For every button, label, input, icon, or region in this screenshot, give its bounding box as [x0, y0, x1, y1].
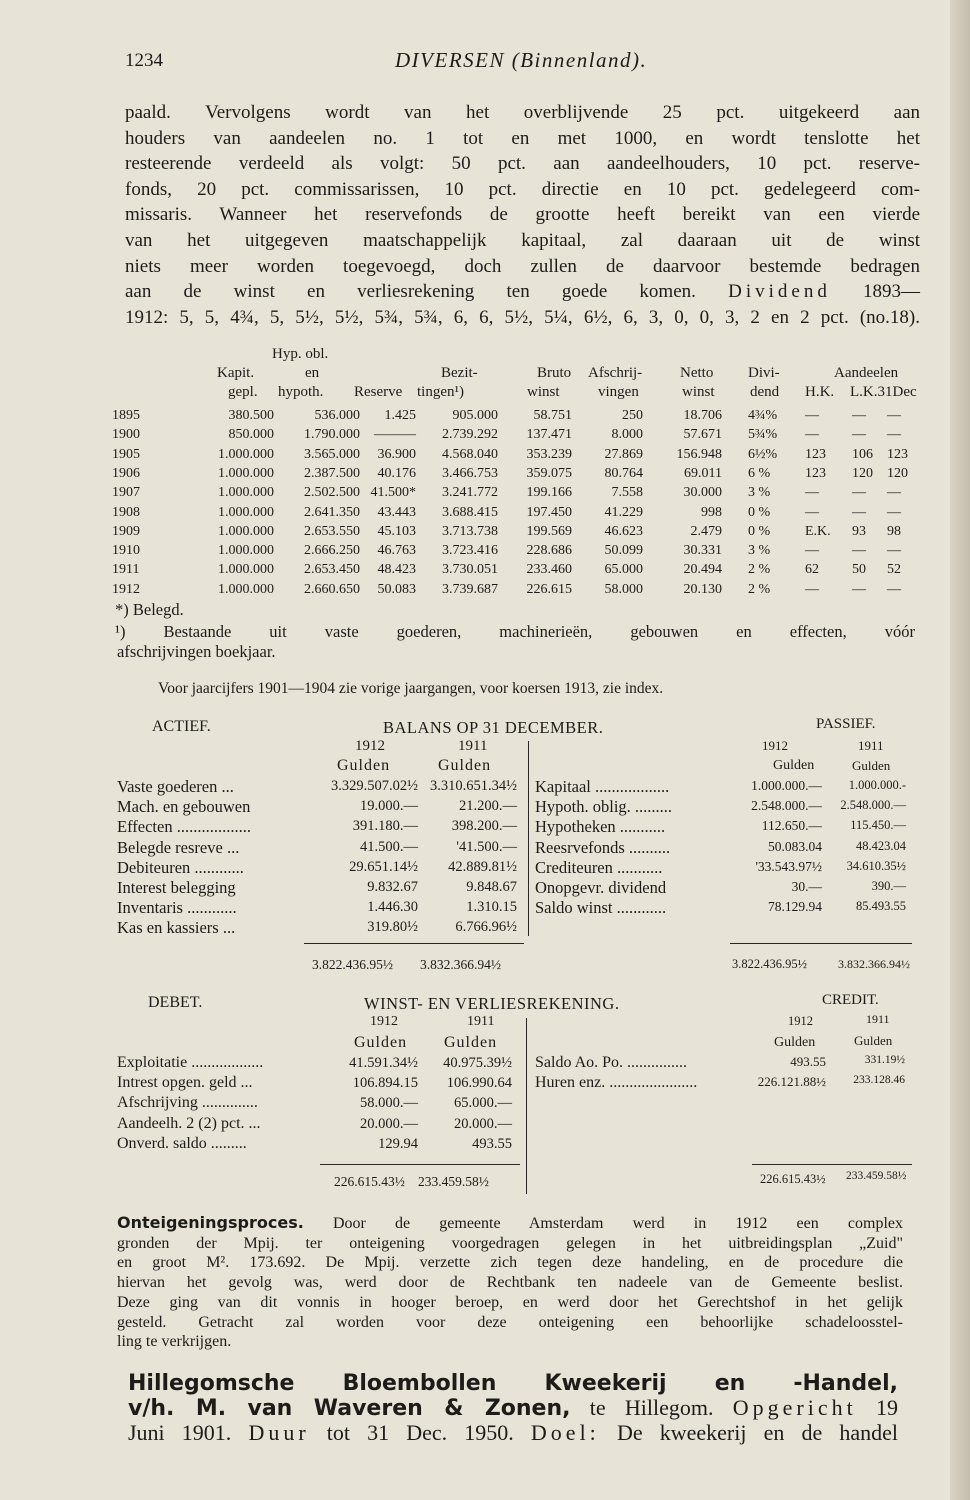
table-cell: 1907: [112, 485, 140, 501]
amount: 42.889.81½: [448, 858, 517, 875]
table-cell: 5¾%: [748, 427, 778, 443]
text-line: van het uitgegeven maatschappelijk kapitaal, zal daaraan uit de winst: [125, 229, 920, 251]
table-cell: 3.739.687: [442, 581, 498, 597]
credit-total-1912: 226.615.43½: [760, 1172, 826, 1186]
table-cell: 1.000.000: [218, 562, 274, 578]
table-cell: 4.568.040: [442, 446, 498, 462]
text-line: resteerende verdeeld als volgt: 50 pct. aan aandeelhouders, 10 pct. reserve-: [125, 153, 920, 175]
table-cell: 46.623: [604, 523, 643, 539]
dividend-line: 1912: 5, 5, 4¾, 5, 5½, 5½, 5¾, 5¾, 6, 6, 5½, 5¼, 6½, 6, 3, 0, 0, 3, 2 en 2 pct. (no.18).: [125, 306, 920, 328]
table-cell: 3.713.738: [442, 523, 498, 539]
account-label: Interest belegging: [117, 878, 236, 897]
table-cell: 50.083: [377, 581, 416, 597]
table-row: [112, 466, 922, 485]
table-cell: 199.569: [526, 523, 572, 539]
table-cell: 197.450: [526, 504, 572, 520]
table-cell: 1911: [112, 562, 140, 578]
table-row: [112, 408, 922, 427]
col-header: gepl.: [228, 384, 258, 400]
page-number: 1234: [125, 50, 163, 71]
table-cell: —: [852, 485, 866, 501]
table-cell: 30.000: [683, 485, 722, 501]
table-cell: 80.764: [604, 465, 643, 481]
col-header: Bruto: [537, 365, 572, 381]
table-cell: 58.751: [533, 408, 572, 423]
amount: 1.000.000.-: [848, 778, 906, 792]
passief-total-1912: 3.822.436.95½: [732, 957, 807, 971]
table-cell: 228.686: [526, 543, 572, 559]
company-entry: [128, 1372, 898, 1445]
table-cell: 106: [852, 446, 873, 462]
account-label: Kas en kassiers ...: [117, 918, 236, 938]
dividend-label: Dividend: [728, 281, 831, 303]
amount: 40.975.39½: [443, 1055, 512, 1071]
table-row: [112, 505, 922, 524]
amount: 112.650.—: [761, 818, 822, 834]
account-label: Inventaris ............: [117, 898, 237, 918]
col-header: Aandeelen: [834, 365, 899, 381]
table-cell: 3.466.753: [442, 465, 498, 481]
amount: 2.548.000.—: [751, 798, 822, 814]
footnote-1: ¹) Bestaande uit vaste goederen, machinerieën, gebouwen en effecten, vóór: [115, 622, 915, 641]
footnote-star: *) Belegd.: [115, 600, 184, 619]
table-cell: 2.641.350: [304, 504, 360, 520]
account-label: Mach. en gebouwen: [117, 797, 251, 817]
table-cell: 6½%: [748, 446, 778, 462]
actief-total-1911: 3.832.366.94½: [420, 957, 501, 972]
amount: 391.180.—: [352, 818, 418, 835]
section-heading: Onteigeningsproces.: [117, 1213, 304, 1232]
table-cell: 1905: [112, 446, 140, 462]
table-row: [112, 582, 922, 601]
onteigening-paragraph: [117, 1213, 903, 1352]
table-row: [112, 485, 922, 504]
unit-label: Gulden: [337, 757, 391, 774]
table-cell: 7.558: [611, 485, 643, 501]
table-cell: 2.666.250: [304, 543, 360, 559]
table-cell: E.K.: [805, 523, 831, 539]
table-cell: 123: [805, 446, 826, 462]
page-title: DIVERSEN (Binnenland).: [395, 48, 648, 72]
actief-total-1912: 3.822.436.95½: [312, 957, 393, 972]
amount: 9.832.67: [367, 879, 418, 895]
amount: 129.94: [378, 1135, 418, 1152]
amount: 50.083.04: [768, 838, 822, 854]
text-line: fonds, 20 pct. commissarissen, 10 pct. directie en 10 pct. gedelegeerd com-: [125, 178, 920, 200]
table-cell: 27.869: [604, 446, 643, 462]
table-cell: —: [805, 543, 819, 559]
amount: 21.200.—: [459, 798, 517, 815]
table-cell: —: [852, 581, 866, 597]
amount: 3.310.651.34½: [430, 778, 517, 794]
unit-label: Gulden: [773, 758, 815, 773]
account-label: Kapitaal ..................: [535, 777, 670, 796]
table-cell: 905.000: [452, 408, 498, 423]
col-header: L.K.31Dec: [850, 384, 917, 400]
credit-total-1911: 233.459.58½: [846, 1170, 907, 1182]
table-cell: 2.502.500: [304, 485, 360, 501]
col-header: winst: [682, 384, 715, 400]
debet-total-1912: 226.615.43½: [334, 1174, 405, 1189]
table-cell: 120: [852, 465, 873, 481]
account-label: Intrest opgen. geld ...: [117, 1074, 253, 1092]
year-label: 1911: [458, 738, 488, 754]
table-cell: 1.000.000: [218, 504, 274, 520]
col-header: dend: [750, 384, 780, 400]
amount: 41.591.34½: [349, 1055, 418, 1071]
table-cell: —: [887, 543, 901, 559]
account-label: Saldo winst ............: [535, 898, 667, 918]
table-cell: 1900: [112, 427, 140, 443]
amount: 331.19½: [864, 1054, 905, 1066]
col-header: en: [305, 365, 320, 381]
table-cell: —: [887, 427, 901, 443]
amount: 29.651.14½: [349, 858, 418, 875]
col-header: Bezit-: [441, 365, 478, 381]
total-rule: [752, 1164, 912, 1165]
unit-label: Gulden: [438, 757, 492, 774]
year-label: 1911: [858, 738, 884, 753]
table-cell: 120: [887, 465, 908, 481]
account-label: Hypotheken ...........: [535, 817, 666, 837]
text-line: v/h. M. van Waveren & Zonen, te Hillegom. Opgericht 19: [128, 1395, 899, 1421]
total-rule: [304, 943, 524, 944]
table-cell: 57.671: [683, 427, 722, 443]
table-cell: 998: [701, 504, 722, 520]
amount: 493.55: [790, 1054, 826, 1069]
table-cell: 1909: [112, 523, 140, 539]
table-row: [112, 524, 922, 543]
account-label: Exploitatie ..................: [117, 1054, 264, 1071]
unit-label: Gulden: [354, 1034, 408, 1051]
amount: 48.423.04: [856, 838, 906, 853]
table-cell: 45.103: [377, 523, 416, 539]
table-cell: 1912: [112, 581, 140, 597]
column-divider: [528, 741, 529, 936]
table-cell: 1908: [112, 504, 140, 520]
text-line: houders van aandeelen no. 1 tot en met 1000, en wordt tenslotte het: [125, 127, 920, 149]
table-cell: —: [805, 408, 819, 423]
table-cell: 65.000: [604, 562, 643, 578]
table-cell: 1.000.000: [218, 523, 274, 539]
table-cell: 233.460: [526, 562, 572, 578]
amount: 115.450.—: [850, 818, 906, 833]
col-header: H.K.: [805, 384, 835, 400]
text-line: niets meer worden toegevoegd, doch zullen de daarvoor bestemde bedragen: [125, 255, 920, 277]
amount: 226.121.88½: [757, 1074, 826, 1090]
table-cell: 1.790.000: [304, 427, 360, 443]
table-row: [112, 562, 922, 581]
table-cell: 850.000: [228, 427, 274, 443]
account-label: Onopgevr. dividend: [535, 878, 667, 897]
table-cell: —: [852, 427, 866, 443]
col-header: Divi-: [748, 365, 780, 381]
account-label: Reesrvefonds ..........: [535, 837, 671, 857]
table-cell: 359.075: [526, 465, 572, 481]
year-label: 1912: [762, 738, 788, 753]
amount: 3.329.507.02½: [331, 778, 418, 794]
table-cell: —: [805, 427, 819, 443]
amount: 390.—: [871, 879, 906, 893]
dividend-years: 1893—: [863, 281, 921, 303]
year-label: 1911: [866, 1012, 890, 1026]
table-cell: 8.000: [611, 427, 643, 443]
table-cell: 3 %: [748, 485, 771, 501]
year-label: 1912: [355, 738, 385, 754]
table-cell: 1.000.000: [218, 465, 274, 481]
table-cell: 3.565.000: [304, 446, 360, 462]
amount: 78.129.94: [768, 899, 822, 915]
table-cell: 50.099: [604, 543, 643, 559]
adjacent-page-edge: [950, 0, 970, 1500]
actief-heading: ACTIEF.: [152, 718, 211, 735]
table-cell: 3.688.415: [442, 504, 498, 520]
account-label: Hypoth. oblig. .........: [535, 797, 673, 817]
col-header: tingen¹): [417, 384, 464, 400]
text-line: en groot M². 173.692. De Mpij. verzette zich tegen deze handeling, en de procedure die: [117, 1254, 903, 1272]
table-cell: 0 %: [748, 504, 771, 520]
passief-total-1911: 3.832.366.94½: [838, 957, 910, 971]
table-cell: 3.723.416: [442, 543, 498, 559]
table-cell: 40.176: [377, 465, 416, 481]
text-line: aan de winst en verliesrekening ten goede komen. Dividend 1893—: [125, 281, 921, 303]
col-header: winst: [527, 384, 560, 400]
text-line: paald. Vervolgens wordt van het overblijvende 25 pct. uitgekeerd aan: [125, 102, 920, 123]
table-cell: —: [852, 408, 866, 423]
table-cell: 536.000: [314, 408, 360, 423]
text-line: missaris. Wanneer het reservefonds de grootte heeft bereikt van een vierde: [125, 204, 920, 226]
amount: 65.000.—: [454, 1095, 512, 1112]
amount: 2.548.000.—: [840, 798, 906, 813]
table-cell: 58.000: [604, 581, 643, 597]
amount: 20.000.—: [360, 1115, 418, 1132]
unit-label: Gulden: [774, 1035, 816, 1050]
table-cell: —: [887, 504, 901, 520]
col-header: Kapit.: [217, 365, 255, 381]
amount: 30.—: [791, 879, 822, 894]
table-cell: —: [852, 504, 866, 520]
table-cell: 98: [887, 523, 901, 539]
table-cell: 1.000.000: [218, 485, 274, 501]
column-divider: [526, 1018, 527, 1194]
table-cell: 2.653.450: [304, 562, 360, 578]
table-cell: 1906: [112, 465, 140, 481]
table-cell: 69.011: [684, 465, 722, 481]
debet-total-1911: 233.459.58½: [418, 1174, 489, 1189]
account-label: Onverd. saldo .........: [117, 1134, 247, 1152]
passief-heading: PASSIEF.: [816, 716, 876, 732]
account-label: Debiteuren ............: [117, 857, 244, 877]
account-label: Belegde resreve ...: [117, 837, 240, 857]
table-cell: 0 %: [748, 523, 771, 539]
table-row: [112, 447, 922, 466]
company-name: Hillegomsche Bloembollen Kweekerij en -Handel,: [128, 1371, 898, 1396]
table-cell: 226.615: [526, 581, 572, 597]
amount: 493.55: [472, 1135, 512, 1152]
table-cell: 52: [887, 562, 901, 578]
amount: 1.446.30: [367, 899, 418, 916]
table-cell: 48.423: [377, 562, 416, 578]
table-row: [112, 427, 922, 446]
amount: 233.128.46: [853, 1074, 905, 1087]
winst-title: WINST- EN VERLIESREKENING.: [364, 994, 620, 1013]
account-label: Saldo Ao. Po. ...............: [535, 1054, 688, 1071]
footnote-1-cont: afschrijvingen boekjaar.: [117, 642, 276, 661]
account-label: Aandeelh. 2 (2) pct. ...: [117, 1114, 261, 1132]
table-cell: 43.443: [377, 504, 416, 520]
amount: 319.80½: [367, 919, 418, 936]
account-label: Crediteuren ...........: [535, 857, 663, 877]
col-header: Afschrij-: [588, 365, 643, 381]
amount: 9.848.67: [466, 879, 517, 895]
text-line: gesteld. Getracht zal worden voor deze onteigening een behoorlijke schadeloosstel-: [117, 1313, 903, 1331]
table-cell: 1.425: [384, 408, 416, 423]
amount: 19.000.—: [360, 798, 418, 815]
table-cell: —: [805, 504, 819, 520]
unit-label: Gulden: [854, 1033, 893, 1048]
table-cell: 250: [622, 408, 643, 423]
col-header: Reserve: [354, 384, 403, 400]
table-cell: 123: [805, 465, 826, 481]
year-label: 1912: [788, 1014, 813, 1028]
amount: 1.310.15: [466, 899, 517, 916]
company-name-cont: v/h. M. van Waveren & Zonen,: [128, 1396, 571, 1421]
col-header: hypoth.: [278, 384, 324, 400]
amount: 58.000.—: [360, 1095, 418, 1112]
amount: 398.200.—: [451, 818, 517, 835]
balans-title: BALANS OP 31 DECEMBER.: [383, 718, 604, 737]
reference-line: Voor jaarcijfers 1901—1904 zie vorige jaargangen, voor koersen 1913, zie index.: [158, 680, 664, 697]
table-cell: 156.948: [676, 446, 722, 462]
table-cell: 41.500*: [370, 485, 416, 501]
table-cell: —: [887, 408, 901, 423]
amount: 20.000.—: [454, 1115, 512, 1132]
total-rule: [730, 943, 912, 944]
table-cell: 1910: [112, 543, 140, 559]
table-cell: 30.331: [683, 543, 722, 559]
table-cell: 62: [805, 562, 819, 578]
amount: 6.766.96½: [455, 919, 517, 936]
account-label: Afschrijving ..............: [117, 1094, 258, 1112]
total-rule: [320, 1164, 520, 1165]
table-cell: 2 %: [748, 562, 771, 578]
table-cell: 1.000.000: [218, 446, 274, 462]
table-cell: 380.500: [228, 408, 274, 423]
table-cell: —: [887, 485, 901, 501]
table-cell: 2.479: [690, 523, 722, 539]
table-cell: 2.653.550: [304, 523, 360, 539]
table-cell: 1.000.000: [218, 581, 274, 597]
text-line: ling te verkrijgen.: [117, 1333, 232, 1351]
table-cell: 20.130: [683, 581, 722, 597]
amount: 1.000.000.—: [751, 778, 822, 793]
col-header: Netto: [680, 365, 714, 381]
table-cell: 123: [887, 446, 908, 462]
table-cell: 41.229: [604, 504, 643, 520]
col-header: vingen: [598, 384, 639, 400]
account-label: Effecten ..................: [117, 817, 251, 837]
amount: 41.500.—: [360, 838, 418, 855]
amount: 85.493.55: [856, 899, 906, 914]
amount: 34.610.35½: [846, 858, 906, 873]
unit-label: Gulden: [852, 758, 891, 773]
text-line: Juni 1901. Duur tot 31 Dec. 1950. Doel: De kweekerij en de handel: [128, 1420, 898, 1445]
table-cell: 3.730.051: [442, 562, 498, 578]
text-line: Deze ging van dit vonnis in hooger beroep, en werd door het Gerechtshof in het gelijk: [117, 1293, 903, 1311]
table-cell: 93: [852, 523, 866, 539]
text-line: Onteigeningsproces. Door de gemeente Amsterdam werd in 1912 een complex: [117, 1213, 904, 1232]
table-cell: 1.000.000: [218, 543, 274, 559]
table-cell: 4¾%: [748, 408, 778, 423]
table-cell: 18.706: [683, 408, 722, 423]
account-label: Vaste goederen ...: [117, 777, 234, 796]
amount: 106.990.64: [446, 1075, 512, 1092]
table-cell: 353.239: [526, 446, 572, 462]
table-cell: —: [805, 485, 819, 501]
amount: '33.543.97½: [755, 858, 822, 874]
table-cell: 2.660.650: [304, 581, 360, 597]
table-row: [112, 543, 922, 562]
table-cell: 2.739.292: [442, 427, 498, 443]
table-cell: 46.763: [377, 543, 416, 559]
account-label: Huren enz. ......................: [535, 1074, 698, 1092]
table-cell: 1895: [112, 408, 140, 423]
amount: '41.500.—: [456, 838, 517, 855]
table-cell: 36.900: [377, 446, 416, 462]
credit-heading: CREDIT.: [822, 992, 879, 1008]
table-cell: 3.241.772: [442, 485, 498, 501]
table-cell: 20.494: [683, 562, 722, 578]
text-line: gronden der Mpij. ter onteigening voorgedragen gelegen in het uitbreidingsplan „Zuid": [117, 1234, 903, 1252]
table-cell: 2 %: [748, 581, 771, 597]
table-cell: —: [805, 581, 819, 597]
table-cell: 3 %: [748, 543, 771, 559]
amount: 106.894.15: [352, 1075, 418, 1092]
table-cell: 137.471: [526, 427, 572, 443]
table-cell: 199.166: [526, 485, 572, 501]
intro-paragraph: [125, 100, 920, 330]
table-cell: ———: [374, 427, 416, 443]
table-cell: —: [887, 581, 901, 597]
debet-heading: DEBET.: [148, 994, 203, 1011]
table-cell: 2.387.500: [304, 465, 360, 481]
col-header: Hyp. obl.: [272, 346, 329, 362]
text-line: hiervan het gevolg was, werd door de Rechtbank ten nadeele van de Gemeente beslist.: [117, 1274, 903, 1292]
unit-label: Gulden: [444, 1034, 498, 1051]
year-label: 1911: [467, 1014, 495, 1029]
table-cell: —: [852, 543, 866, 559]
table-cell: 6 %: [748, 465, 771, 481]
table-cell: 50: [852, 562, 866, 578]
year-label: 1912: [370, 1014, 398, 1029]
